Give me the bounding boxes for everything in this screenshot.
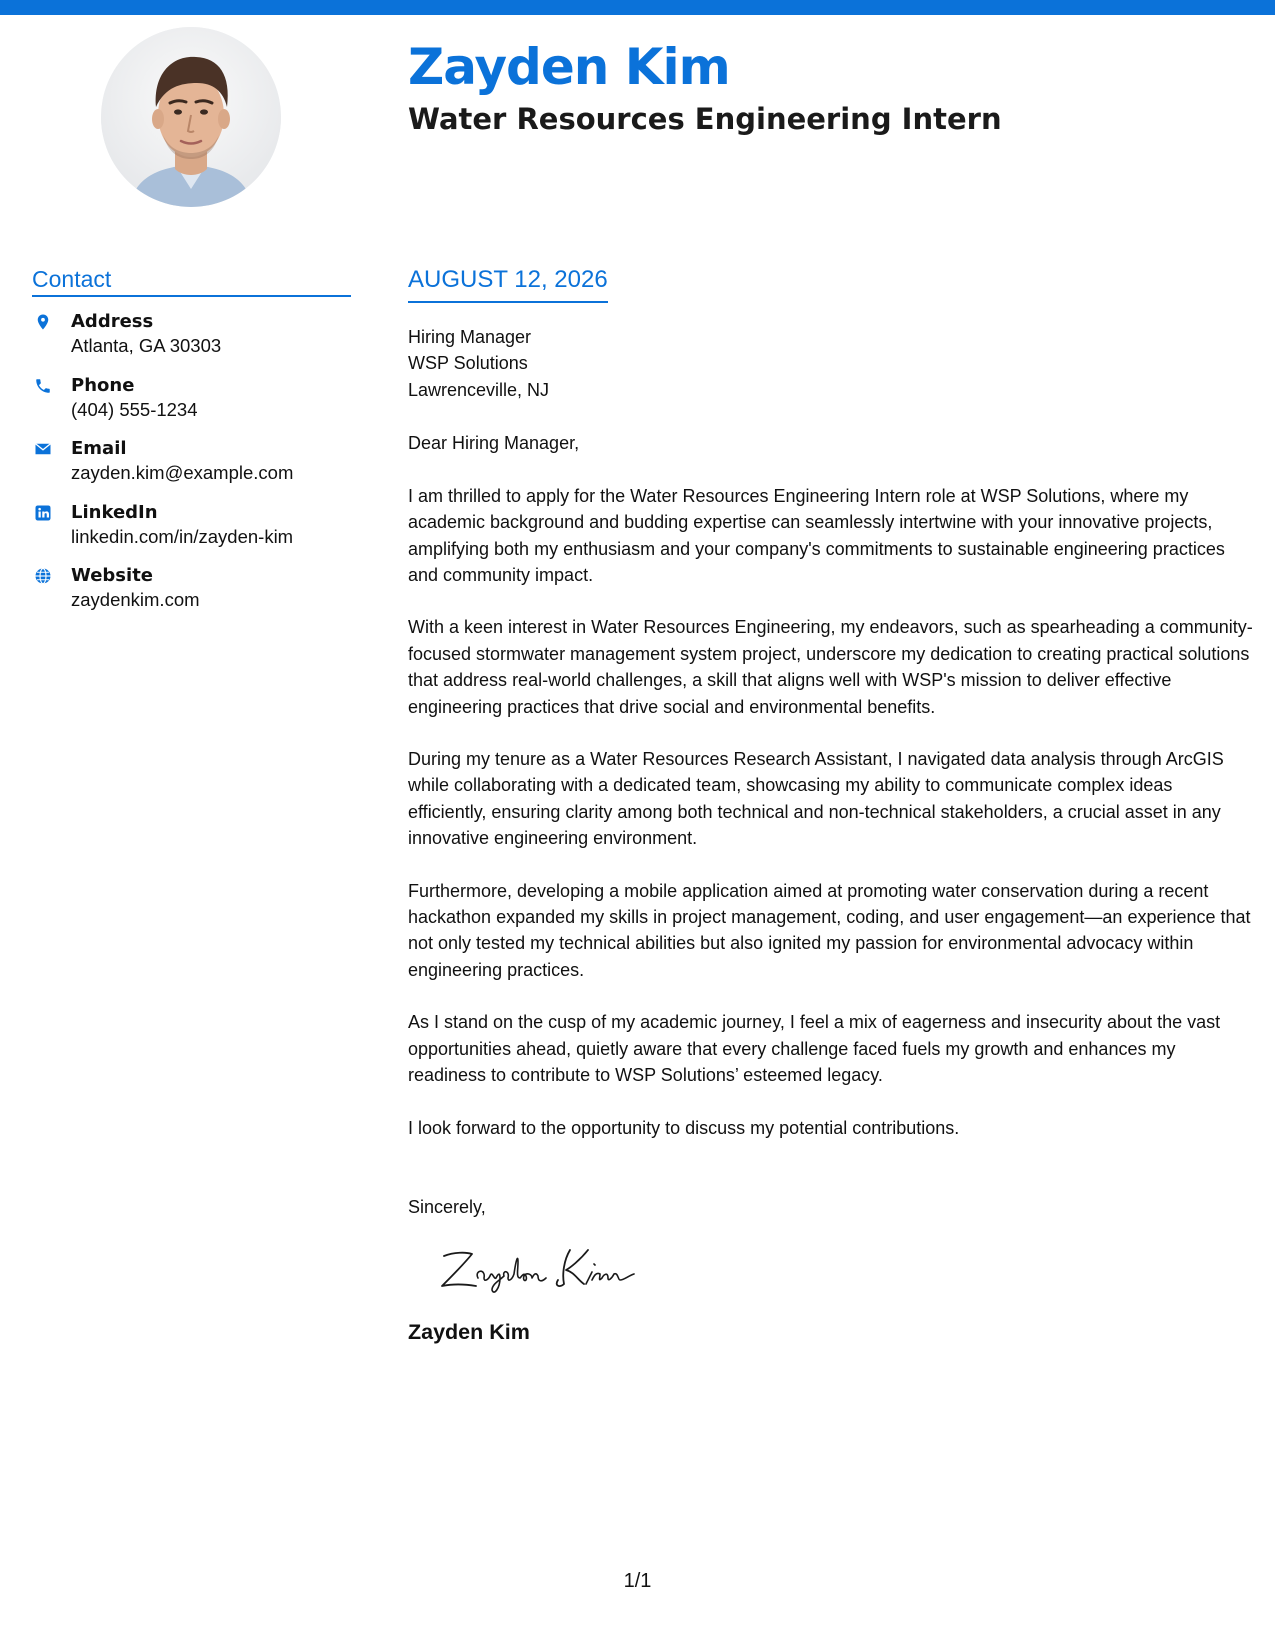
profile-photo bbox=[101, 27, 281, 207]
letter-paragraph: I look forward to the opportunity to discuss my potential contributions. bbox=[408, 1117, 960, 1138]
contact-label: Email bbox=[71, 438, 127, 460]
globe-icon bbox=[34, 567, 52, 585]
contact-label: LinkedIn bbox=[71, 501, 158, 523]
applicant-name: Zayden Kim bbox=[408, 38, 730, 96]
sidebar bbox=[32, 266, 351, 628]
letter-body bbox=[408, 266, 1253, 1346]
job-title: Water Resources Engineering Intern bbox=[408, 102, 1002, 136]
contact-value: linkedin.com/in/zayden-kim bbox=[71, 525, 294, 547]
contact-value: Atlanta, GA 30303 bbox=[71, 335, 222, 357]
letter-date: AUGUST 12, 2026 bbox=[408, 266, 608, 303]
recipient-line: Lawrenceville, NJ bbox=[408, 379, 550, 400]
letter-paragraph: Furthermore, developing a mobile application aimed at promoting water conservation during a recent hackathon expanded my skills in project management, coding, and user engagement—an experience that not only tested my technical abilities but also ignited my passion for environmental advocacy within engineering practices. bbox=[408, 880, 1251, 980]
handwritten-signature bbox=[438, 1240, 658, 1300]
email-icon bbox=[34, 440, 52, 458]
contact-value: (404) 555-1234 bbox=[71, 398, 198, 420]
contact-label: Phone bbox=[71, 374, 135, 396]
contact-label: Address bbox=[71, 311, 154, 333]
contact-item-linkedin bbox=[32, 501, 351, 565]
top-accent-bar bbox=[0, 0, 1275, 15]
letter-paragraph: As I stand on the cusp of my academic journey, I feel a mix of eagerness and insecurity about the vast opportunities ahead, quietly aware that every challenge faced fuels my growth and enhances my readiness to contribute to WSP Solutions’ esteemed legacy. bbox=[408, 1012, 1221, 1086]
closing: Sincerely, bbox=[408, 1196, 486, 1217]
recipient-line: WSP Solutions bbox=[408, 353, 528, 374]
salutation: Dear Hiring Manager, bbox=[408, 433, 580, 454]
contact-value: zayden.kim@example.com bbox=[71, 462, 294, 484]
signer-name: Zayden Kim bbox=[408, 1320, 530, 1345]
letter-paragraph: During my tenure as a Water Resources Research Assistant, I navigated data analysis through ArcGIS while collaborating with a dedicated team, showcasing my ability to communicate complex ideas efficiently, ensuring clarity among both technical and non-technical stakeholders, a crucial asset in any innovative engineering environment. bbox=[408, 749, 1224, 849]
contact-item-phone bbox=[32, 374, 351, 438]
linkedin-icon bbox=[34, 504, 52, 522]
letter-paragraph: I am thrilled to apply for the Water Resources Engineering Intern role at WSP Solutions, where my academic background and budding expertise can seamlessly intertwine with your innovative projects, amplifying both my enthusiasm and your company's commitments to sustainable engineering practices and community impact. bbox=[408, 485, 1225, 586]
page-number: 1/1 bbox=[623, 1570, 652, 1592]
contact-item-address bbox=[32, 310, 351, 374]
contact-list bbox=[32, 310, 351, 628]
contact-item-email bbox=[32, 437, 351, 501]
recipient-block bbox=[408, 324, 1253, 404]
recipient-line: Hiring Manager bbox=[408, 326, 532, 347]
location-pin-icon bbox=[34, 313, 52, 331]
phone-icon bbox=[34, 377, 52, 395]
contact-value: zaydenkim.com bbox=[71, 589, 200, 611]
letter-paragraph: With a keen interest in Water Resources Engineering, my endeavors, such as spearheading a community-focused stormwater management system project, underscore my dedication to creating practical solutions that address real-world challenges, a skill that aligns well with WSP's mission to deliver effective engineering practices that drive social and environmental benefits. bbox=[408, 617, 1253, 717]
contact-heading: Contact bbox=[32, 266, 351, 297]
contact-item-website bbox=[32, 564, 351, 628]
contact-label: Website bbox=[71, 565, 154, 587]
